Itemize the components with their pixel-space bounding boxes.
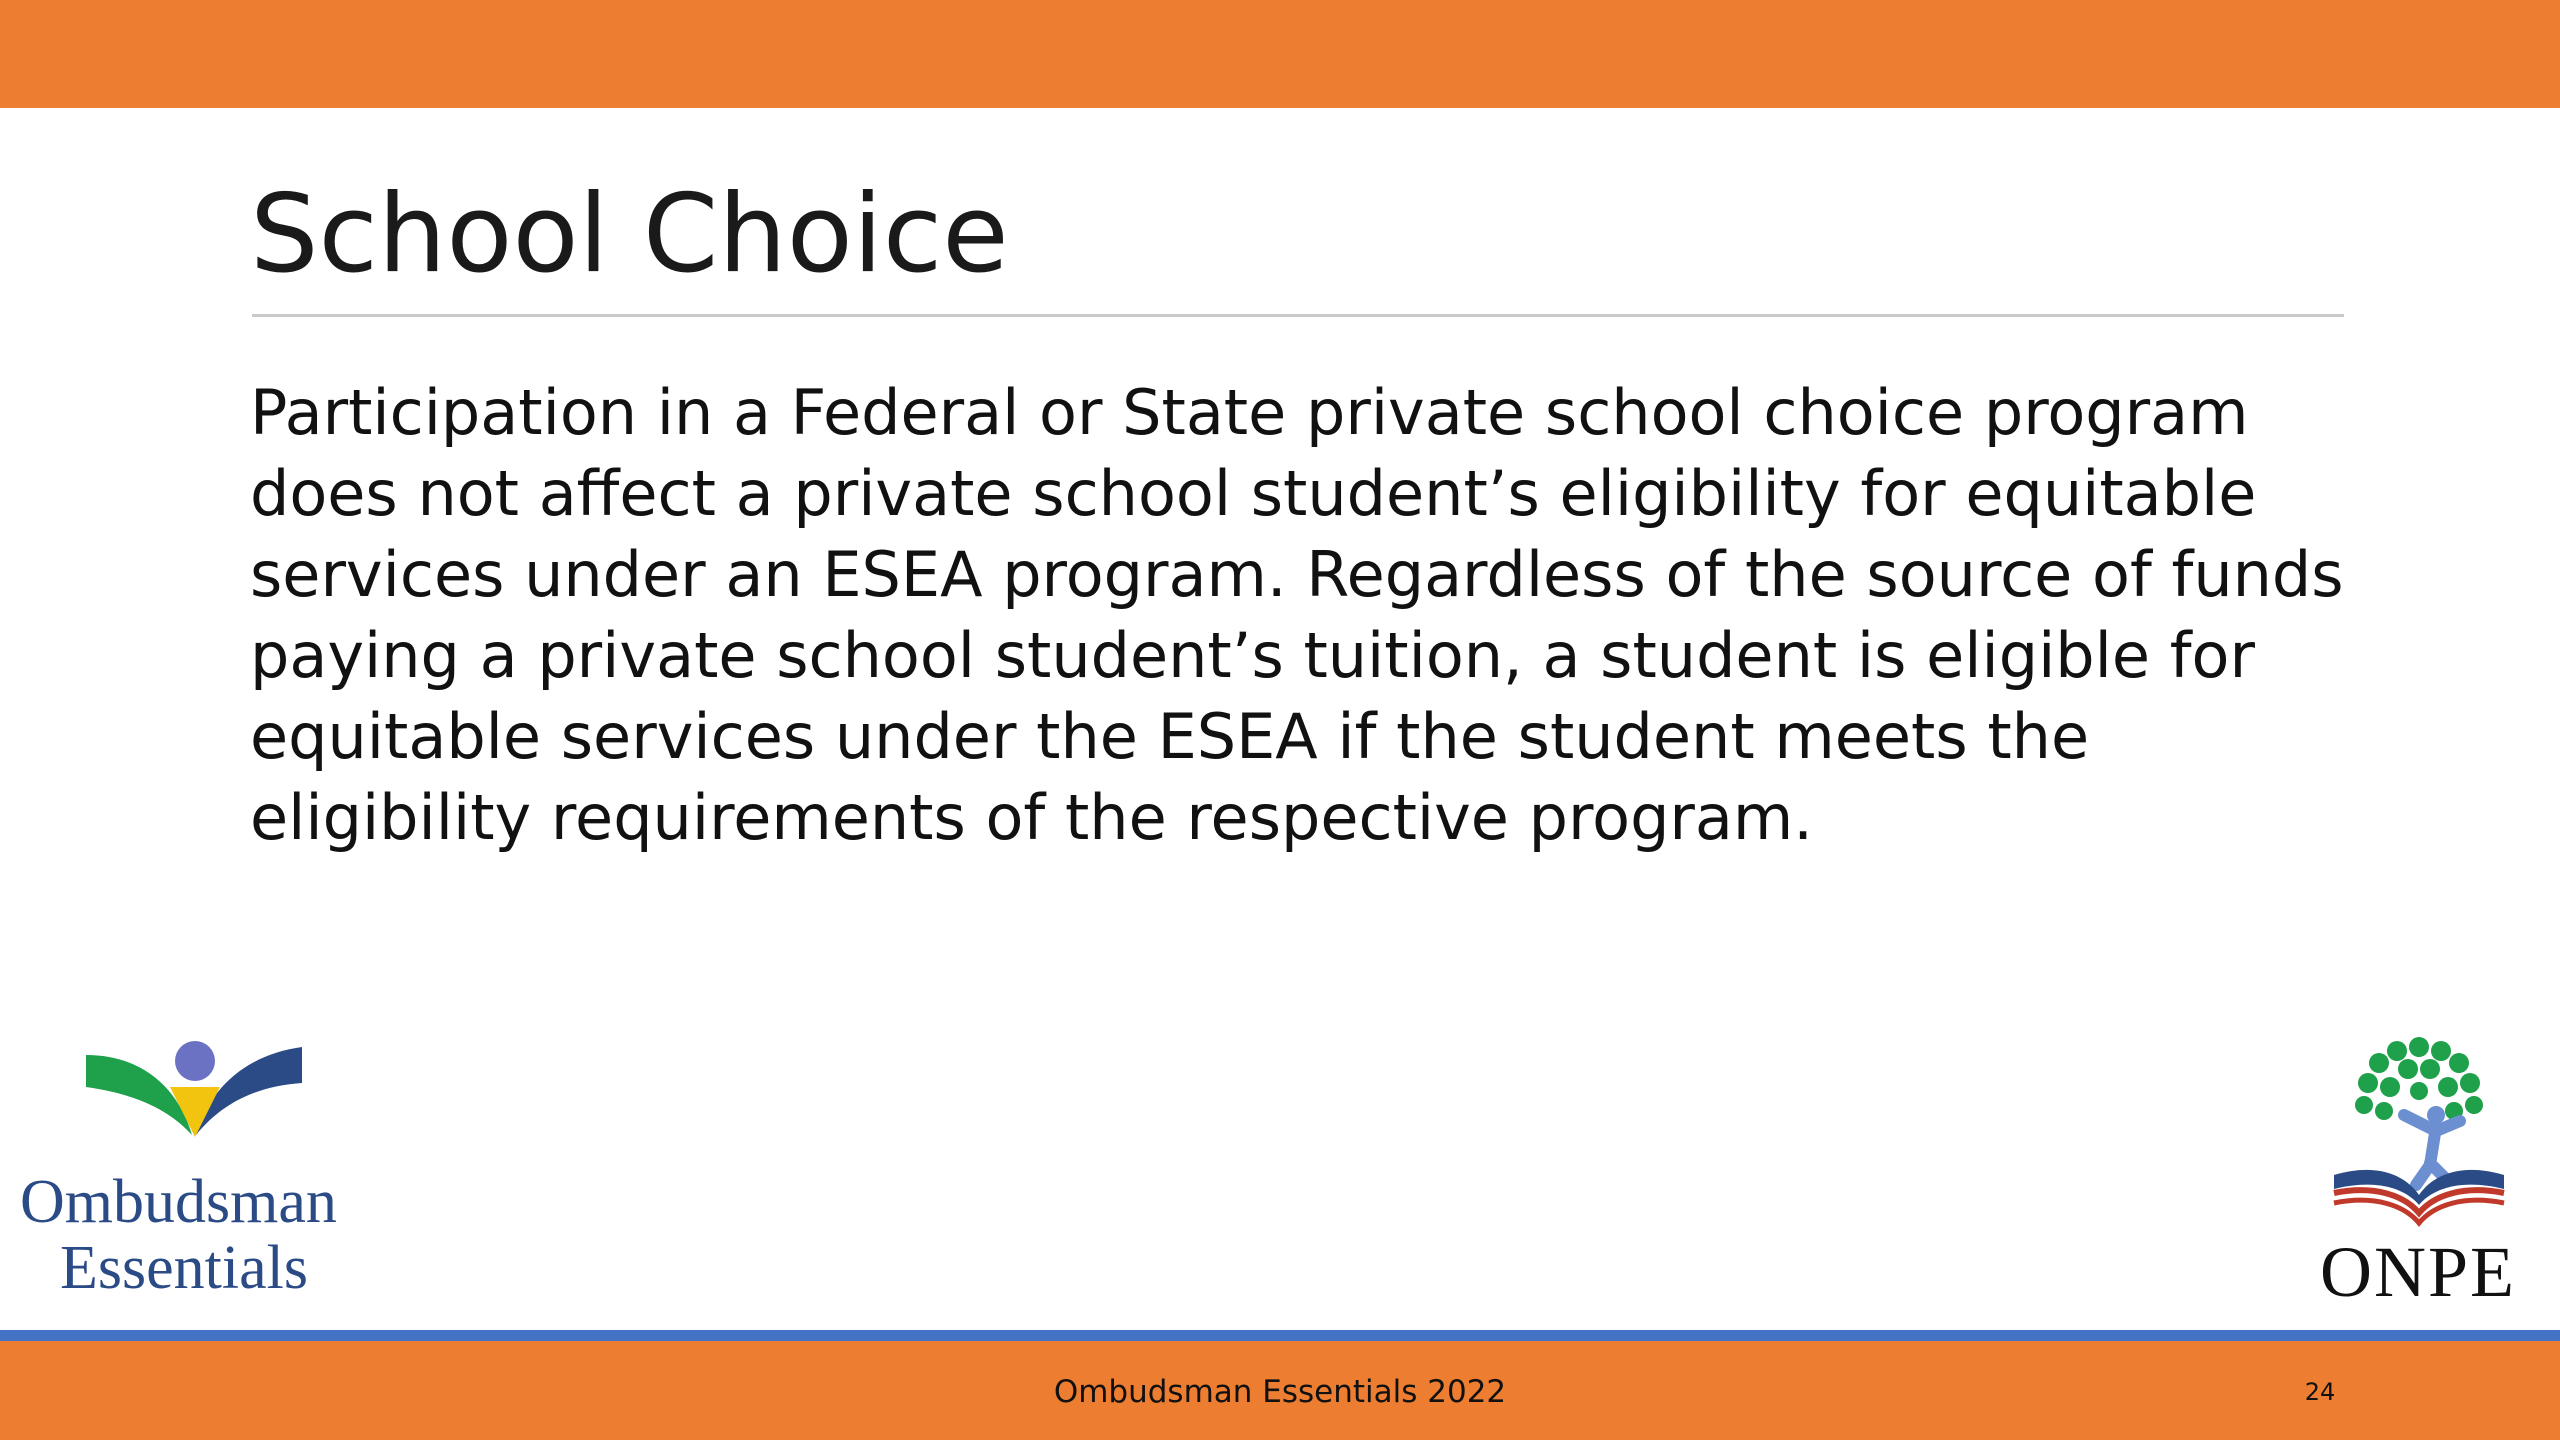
logo-left-line1: Ombudsman <box>20 1168 337 1236</box>
page-number: 24 <box>2304 1378 2336 1406</box>
tree-book-icon <box>2324 1035 2514 1230</box>
logo-left-line2: Essentials <box>60 1234 308 1302</box>
slide-title: School Choice <box>250 172 1009 297</box>
ombudsman-essentials-logo <box>14 1035 394 1305</box>
title-divider <box>252 314 2344 317</box>
footer-text: Ombudsman Essentials 2022 <box>1053 1374 1507 1410</box>
ombudsman-essentials-icon <box>84 1035 304 1155</box>
onpe-logo-text: ONPE <box>2320 1232 2517 1312</box>
footer-accent-stripe <box>0 1330 2560 1341</box>
top-accent-band <box>0 0 2560 108</box>
onpe-logo <box>2300 1035 2540 1312</box>
slide-body-text: Participation in a Federal or State private school choice program does not affect a private school student’s eligibility for equitable services under an ESEA program. Regardless of the source of funds paying a private school student’s tuition, a student is eligible for equitable services under the ESEA if the student meets the eligibility requirements of the respective program. <box>250 376 2344 854</box>
